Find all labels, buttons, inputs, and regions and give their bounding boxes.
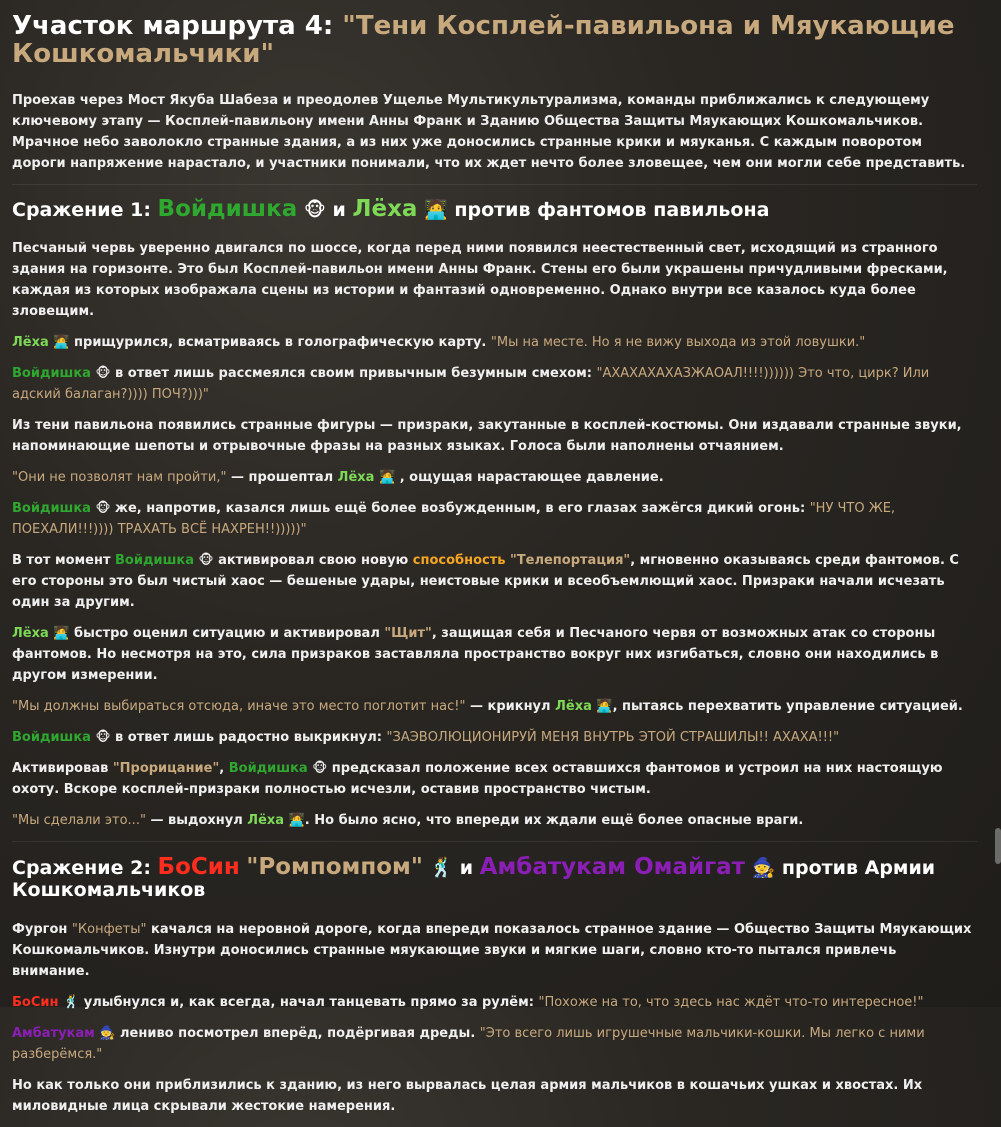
voidishka-name: Войдишка bbox=[228, 761, 308, 776]
battle2-suffix: против Армии Кошкомальчиков bbox=[12, 857, 936, 901]
battle1-p4: Из тени павильона появились странные фигуры — призраки, закутанные в косплей-костюмы. Они издавали странные звуки, напоминающие шепоты и отрывочные фразы на разных языках. Голоса были наполнены отчаянием. bbox=[12, 418, 962, 454]
techie-icon: 🧑‍💻 bbox=[596, 699, 613, 714]
page-title bbox=[12, 12, 977, 68]
quote: "НУ ЧТО ЖЕ, ПОЕХАЛИ!!!)))) ТРАХАТЬ ВСЁ НАХРЕН!!)))))" bbox=[12, 501, 896, 537]
voidishka-name: Войдишка bbox=[157, 196, 298, 222]
narration: предсказал положение всех оставшихся фантомов и устроил на них настоящую охоту. Вскоре косплей-призраки полностью исчезли, оставив пространство чистым. bbox=[12, 761, 943, 797]
monkey-icon: 🐵 bbox=[95, 366, 111, 381]
techie-icon: 🧑‍💻 bbox=[53, 626, 70, 641]
bosin-name: БоСин bbox=[12, 995, 59, 1010]
battle1-p6 bbox=[12, 498, 977, 540]
narration: качался на неровной дороге, когда впереди показалось странное здание — Общество Защиты Мяукающих Кошкомальчиков. Изнутри доносились странные мяукающие звуки и мягкие шаги, словно кто-то пытался привлечь внимание. bbox=[12, 922, 972, 979]
battle1-p8 bbox=[12, 623, 977, 686]
battle1-p3 bbox=[12, 363, 977, 405]
narration: улыбнулся и, как всегда, начал танцевать прямо за рулём: bbox=[79, 995, 539, 1010]
ability-name: "Щит" bbox=[384, 626, 432, 641]
lyokha-name: Лёха bbox=[352, 196, 418, 222]
voidishka-name: Войдишка bbox=[12, 730, 91, 745]
narration: , ощущая нарастающее давление. bbox=[399, 470, 664, 485]
narration: лениво посмотрел вперёд, подёргивая дреды. bbox=[115, 1026, 480, 1041]
narration: — выдохнул bbox=[145, 813, 248, 828]
narration: активировал свою новую bbox=[213, 553, 413, 568]
quote: "Похоже на то, что здесь нас ждёт что-то интересное!" bbox=[538, 995, 924, 1010]
battle2-heading bbox=[12, 856, 977, 901]
narration: — крикнул bbox=[465, 699, 556, 714]
quote: "Они не позволят нам пройти," bbox=[12, 470, 227, 485]
battle1-p1: Песчаный червь уверенно двигался по шоссе, когда перед ними появился неестественный свет, исходящий из странного здания на горизонте. Это был Косплей-павильон имени Анны Франк. Стены его были украшены причудливыми фресками, каждая из которых изображала сцены из истории и фантазий одновременно. Однако внутри все казалось куда более зловещим. bbox=[12, 241, 948, 319]
techie-icon: 🧑‍💻 bbox=[424, 199, 448, 221]
monkey-icon: 🐵 bbox=[95, 730, 111, 745]
ambatukam-full-name: Амбатукам Омайгат bbox=[479, 854, 745, 880]
quote: "Мы должны выбираться отсюда, иначе это место поглотит нас!" bbox=[12, 699, 466, 714]
rompompom-name: "Ромпомпом" bbox=[246, 854, 423, 880]
voidishka-name: Войдишка bbox=[115, 553, 194, 568]
narration: же, напротив, казался лишь ещё более возбужденным, в его глазах зажёгся дикий огонь: bbox=[110, 501, 810, 516]
dancer-icon: 🕺 bbox=[63, 995, 80, 1010]
narration: В тот момент bbox=[12, 553, 116, 568]
battle1-p5 bbox=[12, 467, 977, 488]
lyokha-name: Лёха bbox=[555, 699, 592, 714]
quote: "Мы на месте. Но я не вижу выхода из этой ловушки." bbox=[490, 335, 866, 350]
narration: , мгновенно оказываясь среди фантомов. С его стороны это был чистый хаос — бешеные удары, неистовые крики и всеобъемлющий хаос. Призраки начали исчезать один за другим. bbox=[12, 553, 959, 610]
narration: в ответ лишь рассмеялся своим привычным безумным смехом: bbox=[110, 366, 597, 381]
lyokha-name: Лёха bbox=[247, 813, 285, 828]
techie-icon: 🧑‍💻 bbox=[378, 470, 396, 485]
quote: "ЗАЭВОЛЮЦИОНИРУЙ МЕНЯ ВНУТРЬ ЭТОЙ СТРАШИЛЫ!! АХАХА!!!" bbox=[386, 730, 840, 745]
scrollbar-thumb[interactable] bbox=[995, 828, 1001, 864]
mage-icon: 🧙 bbox=[751, 857, 776, 879]
quote: "Это всего лишь игрушечные мальчики-кошки. Мы легко с ними разберёмся." bbox=[12, 1026, 925, 1062]
lyokha-name: Лёха bbox=[12, 335, 49, 350]
battle2-p1 bbox=[12, 919, 977, 982]
battle1-p9 bbox=[12, 696, 977, 717]
quote: "Мы сделали это..." bbox=[12, 813, 146, 828]
techie-icon: 🧑‍💻 bbox=[53, 335, 70, 350]
monkey-icon: 🐵 bbox=[95, 501, 111, 516]
monkey-icon: 🐵 bbox=[303, 199, 326, 221]
narration: быстро оценил ситуацию и активировал bbox=[69, 626, 385, 641]
narration: , защищая себя и Песчаного червя от возможных атак со стороны фантомов. Но несмотря на это, сила призраков заставляла пространство вокруг них изгибаться, словно они находились в другом измерении. bbox=[12, 626, 939, 683]
narration: , пытаясь перехватить управление ситуацией. bbox=[612, 699, 963, 714]
battle1-prefix: Сражение 1: bbox=[12, 199, 158, 221]
narration: — прошептал bbox=[226, 470, 338, 485]
intro-paragraph: Проехав через Мост Якуба Шабеза и преодолев Ущелье Мультикультурализма, команды приближались к следующему ключевому этапу — Косплей-павильону имени Анны Франк и Зданию Общества Защиты Мяукающих Кошкомальчиков. Мрачное небо заволокло странные здания, а из них уже доносились странные крики и мяуканья. С каждым поворотом дороги напряжение нарастало, и участники понимали, что их ждет нечто более зловещее, чем они могли себе представить. bbox=[12, 93, 966, 171]
quote: "АХАХАХАХАЗЖАОАЛ!!!!)))))) Это что, цирк? Или адский балаган?)))) ПОЧ?)))" bbox=[12, 366, 930, 402]
narration: в ответ лишь радостно выкрикнул: bbox=[110, 730, 387, 745]
techie-icon: 🧑‍💻 bbox=[288, 813, 305, 828]
battle1-p10 bbox=[12, 727, 977, 748]
ambatukam-name: Амбатукам bbox=[12, 1026, 95, 1041]
narration: , bbox=[219, 761, 229, 776]
and-word: и bbox=[453, 857, 480, 879]
lyokha-name: Лёха bbox=[337, 470, 375, 485]
bosin-name: БоСин bbox=[157, 854, 240, 880]
and-word: и bbox=[325, 199, 353, 221]
narration: Фургон bbox=[12, 922, 72, 937]
scrollbar[interactable] bbox=[995, 0, 1001, 1007]
quote: "Конфеты" bbox=[71, 922, 147, 937]
divider bbox=[12, 184, 977, 185]
ability-name: "Прорицание" bbox=[112, 761, 220, 776]
battle1-p12 bbox=[12, 810, 977, 831]
divider bbox=[12, 841, 977, 842]
battle2-p4: Но как только они приблизились к зданию, из него вырвалась целая армия мальчиков в кошачьих ушках и хвостах. Их миловидные лица скрывали жестокие намерения. bbox=[12, 1078, 923, 1114]
monkey-icon: 🐵 bbox=[312, 761, 328, 776]
battle2-prefix: Сражение 2: bbox=[12, 857, 158, 879]
battle1-p7 bbox=[12, 550, 977, 613]
battle1-p2 bbox=[12, 332, 977, 353]
battle2-p2 bbox=[12, 992, 977, 1013]
narration: . Но было ясно, что впереди их ждали ещё более опасные враги. bbox=[304, 813, 804, 828]
battle2-p3 bbox=[12, 1023, 977, 1065]
battle1-heading bbox=[12, 196, 977, 222]
mage-icon: 🧙 bbox=[99, 1026, 116, 1041]
title-quoted: "Тени Косплей-павильона и Мяукающие Кошкомальчики" bbox=[12, 11, 955, 69]
dancer-icon: 🕺 bbox=[429, 857, 454, 879]
battle1-suffix: против фантомов павильона bbox=[447, 199, 770, 221]
lyokha-name: Лёха bbox=[12, 626, 49, 641]
title-prefix: Участок маршрута 4: bbox=[12, 11, 343, 41]
narration: прищурился, всматриваясь в голографическую карту. bbox=[69, 335, 491, 350]
voidishka-name: Войдишка bbox=[12, 501, 91, 516]
monkey-icon: 🐵 bbox=[198, 553, 214, 568]
ability-label: способность bbox=[412, 553, 506, 568]
ability-name: "Телепортация" bbox=[510, 553, 631, 568]
narration: Активировав bbox=[12, 761, 113, 776]
battle1-p11 bbox=[12, 758, 977, 800]
story-page bbox=[12, 12, 977, 1127]
voidishka-name: Войдишка bbox=[12, 366, 91, 381]
